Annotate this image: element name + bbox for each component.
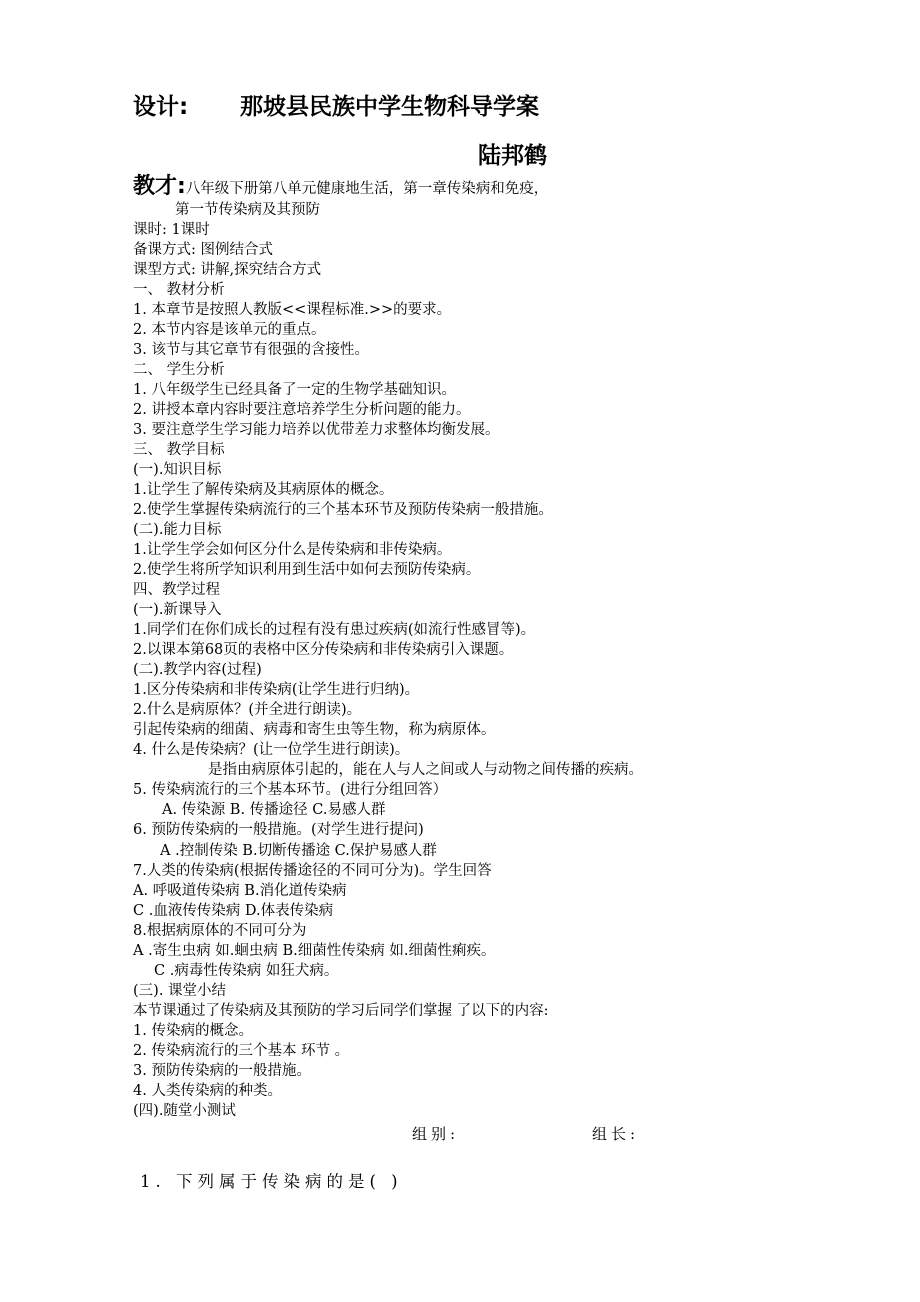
text-line: 3. 该节与其它章节有很强的含接性。	[133, 342, 369, 358]
design-label: 设计:	[133, 94, 189, 120]
page-title: 那坡县民族中学生物科导学案	[240, 94, 539, 120]
text-line: 2.以课本第68页的表格中区分传染病和非传染病引入课题。	[133, 642, 514, 658]
text-line: A. 传染源 B. 传播途径 C.易感人群	[162, 802, 386, 818]
text-line: 4. 人类传染病的种类。	[133, 1083, 282, 1099]
text-line: 本节课通过了传染病及其预防的学习后同学们掌握 了以下的内容:	[133, 1003, 549, 1019]
text-line: 引起传染病的细菌、病毒和寄生虫等生物，称为病原体。	[133, 722, 496, 738]
text-line: 2. 本节内容是该单元的重点。	[133, 322, 326, 338]
text-line: A. 呼吸道传染病 B.消化道传染病	[133, 883, 347, 899]
text-line: 1.让学生学会如何区分什么是传染病和非传染病。	[133, 542, 452, 558]
material-label: 教才:	[133, 174, 186, 199]
question-1: 1. 下列属于传染病的是( )	[140, 1172, 403, 1191]
text-line: 6. 预防传染病的一般措施。(对学生进行提问)	[133, 822, 424, 838]
text-line: 2.什么是病原体？(并全进行朗读)。	[133, 702, 362, 718]
text-line: (四).随堂小测试	[133, 1103, 236, 1119]
text-line: 2. 传染病流行的三个基本 环节 。	[133, 1043, 350, 1059]
text-line: 1. 八年级学生已经具备了一定的生物学基础知识。	[133, 382, 456, 398]
lesson-type: 课型方式: 讲解,探究结合方式	[133, 262, 322, 278]
text-line: (二).能力目标	[133, 522, 222, 538]
text-line: A .寄生虫病 如.蛔虫病 B.细菌性传染病 如.细菌性痢疾。	[133, 943, 496, 959]
text-line: 3. 预防传染病的一般措施。	[133, 1063, 311, 1079]
text-line: 1.同学们在你们成长的过程有没有患过疾病(如流行性感冒等)。	[133, 622, 536, 638]
text-line: 4. 什么是传染病？(让一位学生进行朗读)。	[133, 742, 410, 758]
text-line: (二).教学内容(过程)	[133, 662, 262, 678]
text-line: 8.根据病原体的不同可分为	[133, 923, 307, 939]
text-line: 二、 学生分析	[133, 362, 225, 378]
author-name: 陆邦鹤	[478, 143, 547, 169]
text-line: 2.使学生将所学知识利用到生活中如何去预防传染病。	[133, 562, 481, 578]
text-line: 3. 要注意学生学习能力培养以优带差力求整体均衡发展。	[133, 422, 500, 438]
text-line: A .控制传染 B.切断传播途 C.保护易感人群	[160, 843, 437, 859]
text-line: (三). 课堂小结	[133, 983, 227, 999]
text-line: 1.区分传染病和非传染病(让学生进行归纳)。	[133, 682, 420, 698]
text-line: 1. 本章节是按照人教版<<课程标准.>>的要求。	[133, 302, 452, 318]
group-label: 组别:	[412, 1125, 460, 1143]
text-line: 三、 教学目标	[133, 442, 225, 458]
text-line: 是指由病原体引起的，能在人与人之间或人与动物之间传播的疾病。	[208, 762, 643, 778]
material-text: 八年级下册第八单元健康地生活，第一章传染病和免疫，	[185, 181, 549, 197]
text-line: (一).知识目标	[133, 462, 222, 478]
text-line: 1.让学生了解传染病及其病原体的概念。	[133, 482, 394, 498]
text-line: C .血液传传染病 D.体表传染病	[133, 903, 334, 919]
text-line: 1. 传染病的概念。	[133, 1023, 253, 1039]
leader-label: 组长:	[592, 1125, 640, 1143]
material-line	[133, 173, 548, 203]
text-line: 5. 传染病流行的三个基本环节。(进行分组回答）	[133, 782, 448, 798]
lesson-hours: 课时: 1课时	[133, 222, 210, 238]
text-line: 7.人类的传染病(根据传播途径的不同可分为)。学生回答	[133, 863, 492, 879]
text-line: 一、 教材分析	[133, 282, 225, 298]
text-line: 2. 讲授本章内容时要注意培养学生分析问题的能力。	[133, 402, 471, 418]
text-line: (一).新课导入	[133, 602, 222, 618]
prep-method: 备课方式: 图例结合式	[133, 242, 273, 258]
text-line: 2.使学生掌握传染病流行的三个基本环节及预防传染病一般措施。	[133, 502, 553, 518]
text-line: C .病毒性传染病 如狂犬病。	[154, 963, 339, 979]
section-title: 第一节传染病及其预防	[175, 202, 320, 218]
text-line: 四、教学过程	[133, 582, 220, 598]
